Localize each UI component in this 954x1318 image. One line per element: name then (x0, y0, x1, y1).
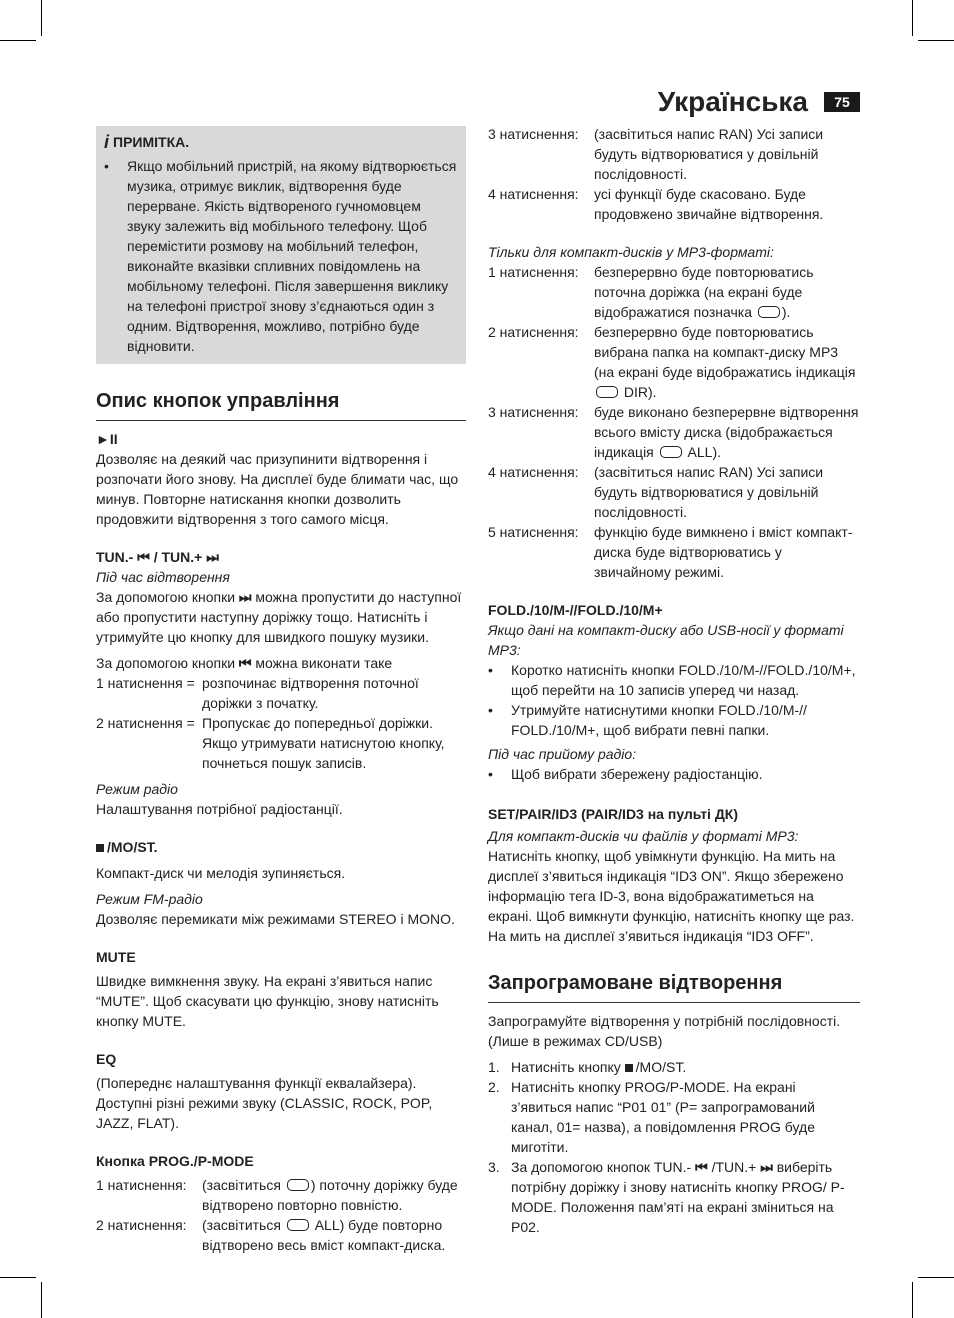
crop-mark (0, 1277, 36, 1278)
crop-mark (41, 0, 42, 36)
list-item-text: Щоб вибрати збережену радіостанцію. (511, 766, 763, 782)
tun-text2-a: За допомогою кнопки (96, 655, 239, 671)
row-value (594, 262, 860, 322)
mp3-row (488, 262, 860, 322)
tun-text1 (96, 587, 466, 647)
row-value (594, 322, 860, 402)
row-key: 1 натиснення = (96, 675, 195, 691)
tun-label-b: / TUN.+ (149, 549, 207, 565)
play-pause-symbol: ►II (96, 431, 118, 447)
tun-label-a: TUN.- (96, 549, 138, 565)
repeat-icon (660, 446, 682, 458)
step-text-post: /MO/ST. (635, 1059, 687, 1075)
skip-back-icon: ⏮ (238, 655, 252, 671)
row-key: 2 натиснення = (96, 715, 195, 731)
row-key: 3 натиснення: (488, 404, 579, 420)
mp3-row (488, 462, 860, 522)
crop-mark (41, 1282, 42, 1318)
tun-text2-b: можна виконати таке (251, 655, 393, 671)
list-item-text: Коротко натисніть кнопки FOLD./10/M-//FOLD./10/M+, щоб перейти на 10 записів уперед чи назад. (511, 662, 856, 698)
row-value-post: ALL). (683, 444, 722, 460)
prog-row (96, 1175, 466, 1215)
skip-forward-icon: ⏭ (238, 589, 252, 605)
repeat-icon (287, 1179, 309, 1191)
tun-mode2: Режим радіо (96, 781, 178, 797)
step-text-pre: За допомогою кнопок TUN.- (511, 1159, 696, 1175)
row-value: (засвітиться напис RAN) Усі записи будуть відтворюватися у довільній послідовності. (594, 126, 824, 182)
prog-row (488, 124, 860, 184)
row-key: 1 натиснення: (488, 264, 579, 280)
prog-row (96, 1215, 466, 1255)
eq-heading: EQ (96, 1051, 117, 1067)
repeat-icon (287, 1219, 309, 1231)
repeat-icon (596, 386, 618, 398)
step-text (511, 1157, 860, 1237)
repeat-icon (758, 306, 780, 318)
row-key: 2 натиснення: (96, 1217, 187, 1233)
list-item (488, 1077, 860, 1157)
row-key: 2 натиснення: (488, 324, 579, 340)
eq-text: (Попереднє налаштування функції еквалайзера). Доступні різні режими звуку (CLASSIC, ROCK, POP, JAZZ, FLAT). (96, 1075, 433, 1131)
mo-text1: Компакт-диск чи мелодія зупиняється. (96, 865, 346, 881)
skip-back-icon: ⏮ (695, 1159, 708, 1175)
stop-icon (625, 1064, 633, 1072)
prog-row (488, 184, 860, 224)
tun-row (96, 713, 466, 773)
list-item (488, 1057, 860, 1077)
tun-mode1: Під час відтворення (96, 569, 230, 585)
tun-heading (96, 547, 466, 567)
row-value: розпочинає відтворення поточної доріжки з початку. (202, 675, 419, 711)
row-value (594, 402, 860, 462)
list-item (488, 700, 860, 740)
note-box (96, 126, 466, 364)
bullet: • (488, 766, 493, 782)
tun-text1-b: можна пропустити до наступної або пропустити наступну доріжку тощо. Натисніть і утримуйте цю кнопку для швидкого пошуку музики. (96, 589, 462, 645)
crop-mark (918, 1277, 954, 1278)
row-key: 1 натиснення: (96, 1177, 187, 1193)
row-value: Пропускає до попередньої доріжки. Якщо утримувати натиснутою кнопку, почнеться пошук записів. (202, 715, 445, 771)
set-mode: Для компакт-дисків чи файлів у форматі MP3: (488, 828, 799, 844)
programmed-intro: Запрограмуйте відтворення у потрібній послідовності. (Лише в режимах CD/USB) (488, 1013, 841, 1049)
tun-row (96, 673, 466, 713)
row-key: 3 натиснення: (488, 126, 579, 142)
row-value-pre: (засвітиться (202, 1217, 285, 1233)
fold-mode1: Якщо дані на компакт-диску або USB-носії у форматі MP3: (488, 622, 844, 658)
fold-mode2: Під час прийому радіо: (488, 746, 637, 762)
row-value: усі функції буде скасовано. Буде продовжено звичайне відтворення. (594, 186, 824, 222)
step-text-pre: Натисніть кнопку (511, 1059, 625, 1075)
info-icon: i (104, 132, 110, 152)
mp3-row (488, 322, 860, 402)
row-value-post: ). (781, 304, 791, 320)
row-key: 4 натиснення: (488, 464, 579, 480)
mute-heading: MUTE (96, 949, 136, 965)
row-value: (засвітиться напис RAN) Усі записи будуть відтворюватися у довільній послідовності. (594, 464, 824, 520)
row-value (202, 1215, 466, 1255)
right-column (488, 124, 860, 1237)
list-item (488, 764, 860, 784)
row-value-pre: безперервно буде повторюватись поточна доріжка (на екрані буде відображатися позначка (594, 264, 814, 320)
note-text: Якщо мобільний пристрій, на якому відтворюється музика, отримує виклик, відтворення буде перерване. Якість відтвореного гучномовцем звуку залежить від мобільного телефону. Щоб перемістити розмову на мобільний телефон, виконайте вказівки спливних повідомлень на мобільному телефоні. Після завершення виклику на телефоні пристрої знову з’єднаються один з одним. Відтворення, можливо, потрібно буде відновити. (127, 158, 457, 354)
tun-text2 (96, 653, 466, 673)
section-heading-controls: Опис кнопок управління (96, 388, 466, 421)
row-value-pre: безперервно буде повторюватись вибрана папка на компакт-диску MP3 (на екрані буде відображатись індикація (594, 324, 856, 380)
fold-heading: FOLD./10/M-//FOLD./10/M+ (488, 602, 663, 618)
row-value-pre: буде виконано безперервне відтворення всього вмісту диска (відображається індикація (594, 404, 859, 460)
skip-forward-icon: ⏭ (760, 1159, 773, 1175)
step-text: Натисніть кнопку PROG/P-MODE. На екрані з’явиться напис “P01 01” (P= запрограмований канал, 01= назва), а повідомлення PROG буде миготіти. (511, 1079, 815, 1155)
skip-back-icon: ⏮ (137, 549, 150, 565)
mp3-row (488, 522, 860, 582)
mp3-only-label: Тільки для компакт-дисків у MP3-форматі: (488, 244, 774, 260)
row-value (202, 1175, 466, 1215)
play-pause-text: Дозволяє на деякий час призупинити відтворення і розпочати його знову. На дисплеї буде блимати час, що минув. Повторне натискання кнопки дозволить продовжити відтворення з того самого місця. (96, 451, 459, 527)
row-value: функцію буде вимкнено і вміст компакт-диска буде відтворюватись у звичайному режимі. (594, 524, 853, 580)
step-number: 3. (488, 1159, 500, 1175)
bullet: • (488, 662, 493, 678)
mo-mode: Режим FM-радіо (96, 891, 203, 907)
set-heading: SET/PAIR/ID3 (PAIR/ID3 на пульті ДК) (488, 806, 739, 822)
mo-label: /MO/ST. (107, 839, 158, 855)
crop-mark (0, 40, 36, 41)
row-key: 4 натиснення: (488, 186, 579, 202)
row-value-post: DIR). (620, 384, 657, 400)
section-heading-programmed: Запрограмоване відтворення (488, 970, 860, 1003)
list-item-text: Утримуйте натиснутими кнопки FOLD./10/M-// FOLD./10/M+, щоб вибрати певні папки. (511, 702, 807, 738)
page-number: 75 (824, 92, 860, 112)
row-key: 5 натиснення: (488, 524, 579, 540)
list-item (488, 660, 860, 700)
crop-mark (912, 1282, 913, 1318)
crop-mark (918, 40, 954, 41)
crop-mark (912, 0, 913, 36)
step-number: 2. (488, 1079, 500, 1095)
tun-text1-a: За допомогою кнопки (96, 589, 239, 605)
row-value-post: ALL) буде повторно відтворено весь вміст компакт-диска. (202, 1217, 446, 1253)
page-header (657, 84, 860, 120)
list-item (488, 1157, 860, 1237)
skip-forward-icon: ⏭ (206, 549, 219, 565)
row-value-pre: (засвітиться (202, 1177, 285, 1193)
bullet: • (488, 702, 493, 718)
mo-text2: Дозволяє перемикати між режимами STEREO і MONO. (96, 911, 455, 927)
step-text-post: виберіть потрібну доріжку і знову натисніть кнопку PROG/ P-MODE. Положення пам’яті на екрані зміниться на P02. (511, 1159, 845, 1235)
stop-icon (96, 844, 104, 852)
set-text: Натисніть кнопку, щоб увімкнути функцію. На мить на дисплеї з’явиться індикація “ID3 ON”. Якщо збережено інформацію тега ID-3, вона відображатиметься на екрані. Щоб вимкнути функцію, натисніть кнопку ще раз. На мить на дисплеї з’явиться індикація “ID3 OFF”. (488, 848, 855, 944)
tun-text3: Налаштування потрібної радіостанції. (96, 801, 343, 817)
left-column (96, 126, 466, 1255)
page-title: Українська (657, 86, 808, 117)
row-value-post: ) поточну доріжку буде відтворено повторно повністю. (202, 1177, 458, 1213)
bullet: • (104, 158, 109, 174)
mute-text: Швидке вимкнення звуку. На екрані з’явиться напис “MUTE”. Щоб скасувати цю функцію, знову натисніть кнопку MUTE. (96, 973, 439, 1029)
prog-heading: Кнопка PROG./P-MODE (96, 1153, 254, 1169)
mp3-row (488, 402, 860, 462)
step-text (511, 1057, 860, 1077)
mo-heading (96, 837, 466, 857)
step-number: 1. (488, 1059, 500, 1075)
step-text-mid: /TUN.+ (707, 1159, 761, 1175)
note-title: ПРИМІТКА. (113, 134, 190, 150)
